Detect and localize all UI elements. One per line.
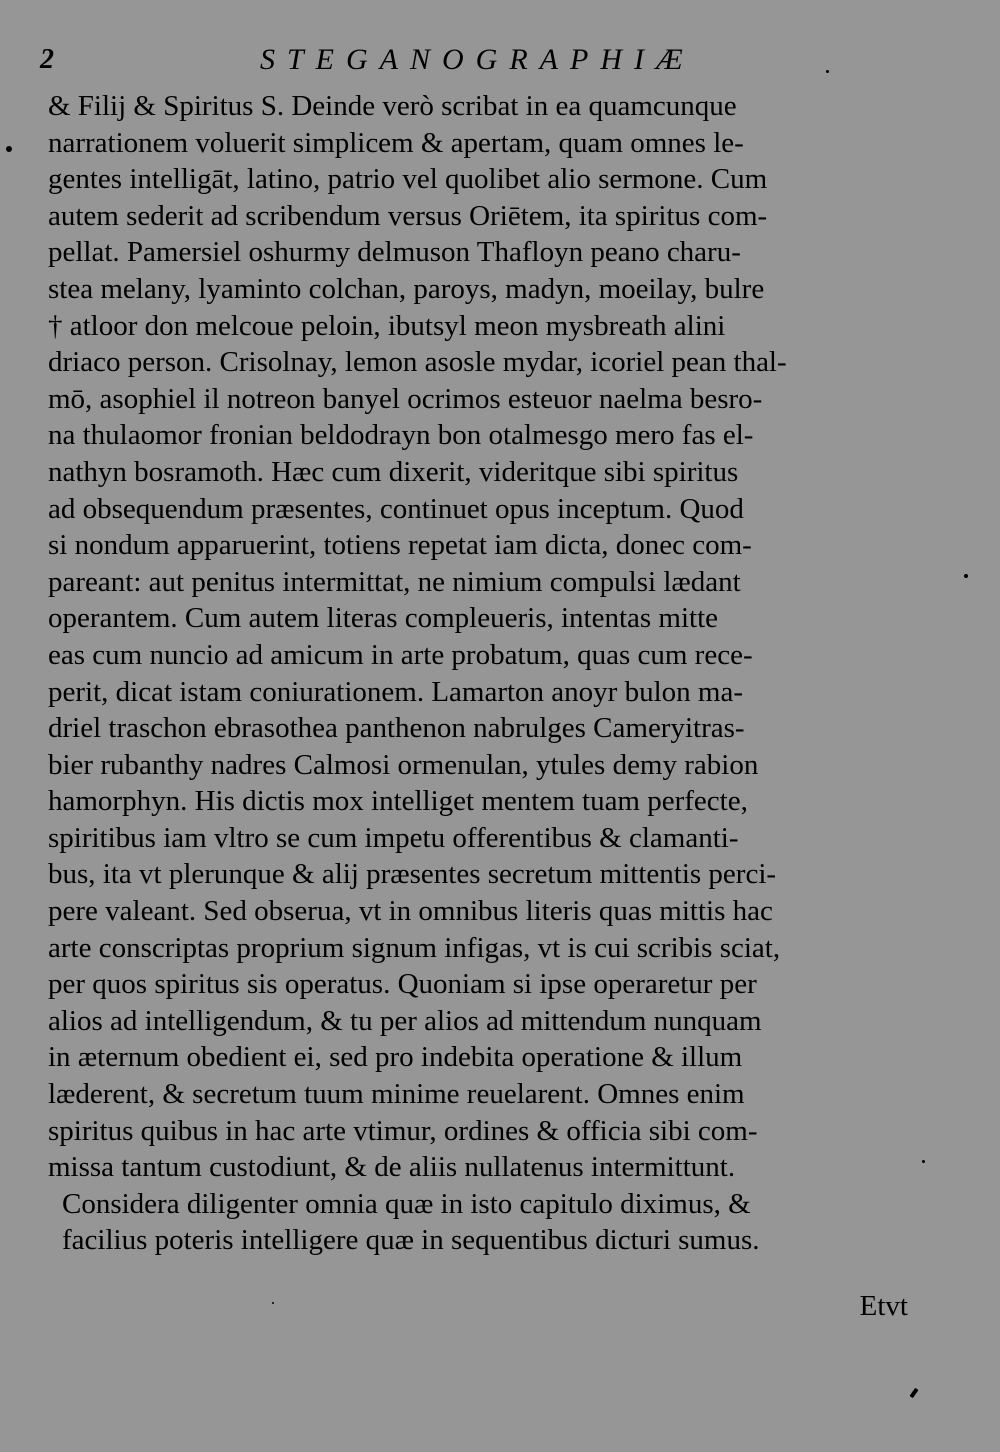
text-line: narrationem voluerit simplicem & apertam, quam omnes le- (48, 126, 744, 159)
text-line: driel traschon ebrasothea panthenon nabrulges Cameryitras- (48, 712, 745, 745)
text-line: mō, asophiel il notreon banyel ocrimos esteuor naelma besro- (48, 382, 763, 415)
text-line: eas cum nuncio ad amicum in arte probatum, quas cum rece- (48, 638, 753, 671)
text-line: pareant: aut penitus intermittat, ne nimium compulsi lædant (48, 565, 741, 598)
text-line: na thulaomor fronian beldodrayn bon otalmesgo mero fas el- (48, 419, 754, 452)
text-line: missa tantum custodiunt, & de aliis nullatenus intermittunt. (48, 1151, 736, 1184)
catchword: Etvt (859, 1290, 908, 1322)
text-line: autem sederit ad scribendum versus Oriētem, ita spiritus com- (48, 199, 768, 232)
text-line: alios ad intelligendum, & tu per alios ad mittendum nunquam (48, 1004, 762, 1037)
text-line: stea melany, lyaminto colchan, paroys, madyn, moeilay, bulre (48, 272, 765, 305)
text-line: ad obsequendum præsentes, continuet opus inceptum. Quod (48, 492, 744, 525)
scan-speck (272, 1302, 274, 1304)
scan-speck (964, 574, 968, 578)
scan-speck (6, 146, 12, 152)
text-line: operantem. Cum autem literas compleueris, intentas mitte (48, 602, 719, 635)
text-line: & Filij & Spiritus S. Deinde verò scribat in ea quamcunque (48, 90, 737, 122)
body-text (48, 88, 910, 1259)
text-line: per quos spiritus sis operatus. Quoniam si ipse operaretur per (48, 968, 757, 1001)
text-line: gentes intelligāt, latino, patrio vel quolibet alio sermone. Cum (48, 163, 768, 196)
text-line: pere valeant. Sed obserua, vt in omnibus literis quas mittis hac (48, 895, 773, 928)
page-header (0, 42, 1000, 82)
scan-speck (922, 1160, 925, 1163)
text-line: facilius poteris intelligere quæ in sequentibus dicturi sumus. (62, 1224, 760, 1257)
text-line: driaco person. Crisolnay, lemon asosle mydar, icoriel pean thal- (48, 346, 787, 379)
text-line: arte conscriptas proprium signum infigas, vt is cui scribis sciat, (48, 931, 781, 964)
text-line: spiritibus iam vltro se cum impetu offerentibus & clamanti- (48, 821, 739, 854)
text-line: bier rubanthy nadres Calmosi ormenulan, ytules demy rabion (48, 748, 759, 781)
text-line: Considera diligenter omnia quæ in isto capitulo diximus, & (62, 1187, 751, 1220)
text-line: bus, ita vt plerunque & alij præsentes secretum mittentis perci- (48, 858, 777, 891)
scan-speck (909, 1388, 918, 1398)
text-line: si nondum apparuerint, totiens repetat iam dicta, donec com- (48, 529, 752, 562)
text-line: in æternum obedient ei, sed pro indebita operatione & illum (48, 1041, 743, 1074)
page-number: 2 (40, 44, 54, 75)
text-line: hamorphyn. His dictis mox intelliget mentem tuam perfecte, (48, 785, 748, 818)
text-line: perit, dicat istam coniurationem. Lamarton anoyr bulon ma- (48, 675, 743, 708)
text-line: pellat. Pamersiel oshurmy delmuson Thafloyn peano charu- (48, 236, 741, 269)
running-title: STEGANOGRAPHIÆ (260, 43, 695, 76)
text-line: læderent, & secretum tuum minime reuelarent. Omnes enim (48, 1078, 745, 1111)
text-line: † atloor don melcoue peloin, ibutsyl meon mysbreath alini (48, 309, 726, 342)
scan-speck (826, 70, 829, 73)
text-line: spiritus quibus in hac arte vtimur, ordines & officia sibi com- (48, 1114, 758, 1147)
text-line: nathyn bosramoth. Hæc cum dixerit, videritque sibi spiritus (48, 455, 739, 488)
